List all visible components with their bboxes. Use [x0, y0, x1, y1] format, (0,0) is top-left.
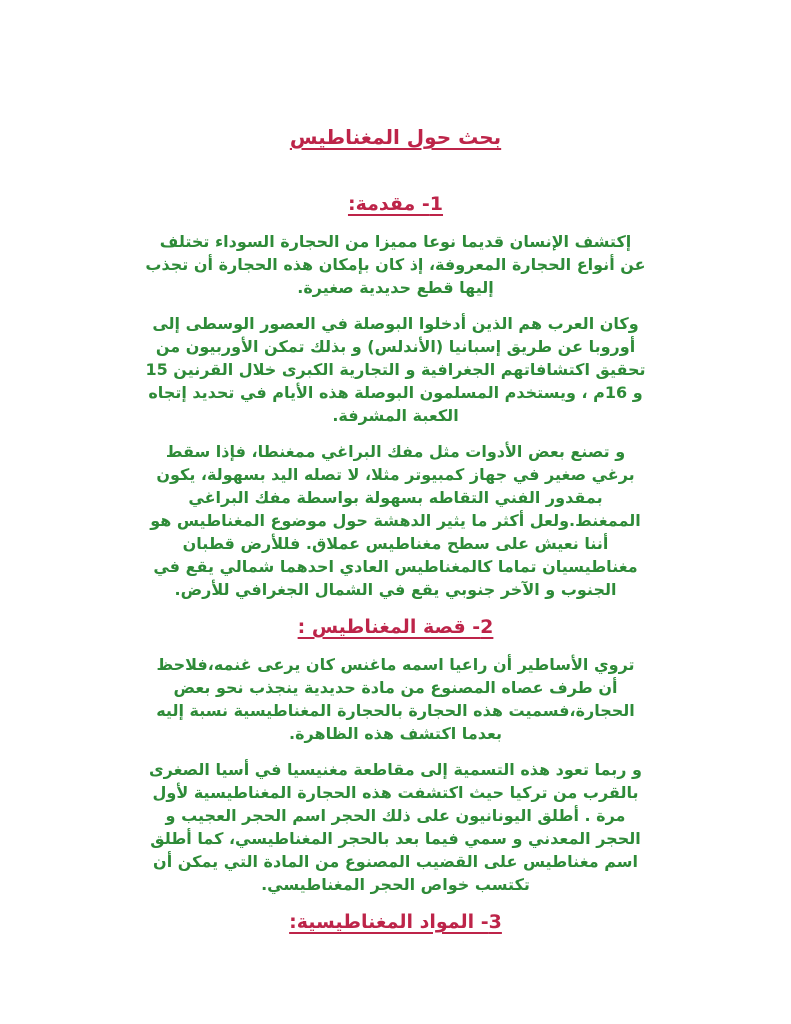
section-heading-magnet-story: 2- قصة المغناطيس : — [297, 616, 494, 638]
section-heading-introduction: 1- مقدمة: — [347, 193, 444, 215]
document-content — [145, 124, 647, 935]
paragraph: وكان العرب هم الذين أدخلوا البوصلة في العصور الوسطى إلى أوروبا عن طريق إسبانيا (الأندلس) و بذلك تمكن الأوربيون من تحقيق اكتشافاتهم الجغرافية و التجارية الكبرى خلال القرنين 15 و 16م ، ويستخدم المسلمون البوصلة هذه الأيام في تحديد إتجاه الكعبة المشرفة. — [145, 314, 646, 425]
section-introduction — [145, 192, 647, 601]
document-title: بحث حول المغناطيس — [289, 125, 502, 149]
section-magnetic-materials — [145, 910, 647, 935]
section-heading-magnetic-materials: 3- المواد المغناطيسية: — [289, 911, 502, 933]
paragraph: و ربما تعود هذه التسمية إلى مقاطعة مغنيسيا في أسيا الصغرى بالقرب من تركيا حيث اكتشفت هذه الحجارة المغناطيسية لأول مرة . أطلق اليونانيون على ذلك الحجر اسم الحجر العجيب و الحجر المعدني و سمي فيما بعد بالحجر المغناطيسي، كما أطلق اسم مغناطيس على القضيب المصنوع من المادة التي يمكن أن تكتسب خواص الحجر المغناطيسي. — [149, 760, 642, 894]
paragraph: و تصنع بعض الأدوات مثل مفك البراغي ممغنطا، فإذا سقط برغي صغير في جهاز كمبيوتر مثلا، لا تصله اليد بسهولة، يكون بمقدور الفني التقاطه بسهولة بواسطة مفك البراغي الممغنط.ولعل أكثر ما يثير الدهشة حول موضوع المغناطيس هو أننا نعيش على سطح مغناطيس عملاق. فللأرض قطبان مغناطيسيان تماما كالمغناطيس العادي احدهما شمالي يقع في الجنوب و الآخر جنوبي يقع في الشمال الجغرافي للأرض. — [150, 442, 641, 599]
paragraph: تروي الأساطير أن راعيا اسمه ماغنس كان يرعى غنمه،فلاحظ أن طرف عصاه المصنوع من مادة حديدية ينجذب نحو بعض الحجارة،فسميت هذه الحجارة بالحجارة المغناطيسية نسبة إليه بعدما اكتشف هذه الظاهرة. — [156, 655, 635, 743]
section-magnet-story — [145, 615, 647, 896]
paragraph: إكتشف الإنسان قديما نوعا مميزا من الحجارة السوداء تختلف عن أنواع الحجارة المعروفة، إذ كان بإمكان هذه الحجارة أن تجذب إليها قطع حديدية صغيرة. — [145, 232, 646, 297]
